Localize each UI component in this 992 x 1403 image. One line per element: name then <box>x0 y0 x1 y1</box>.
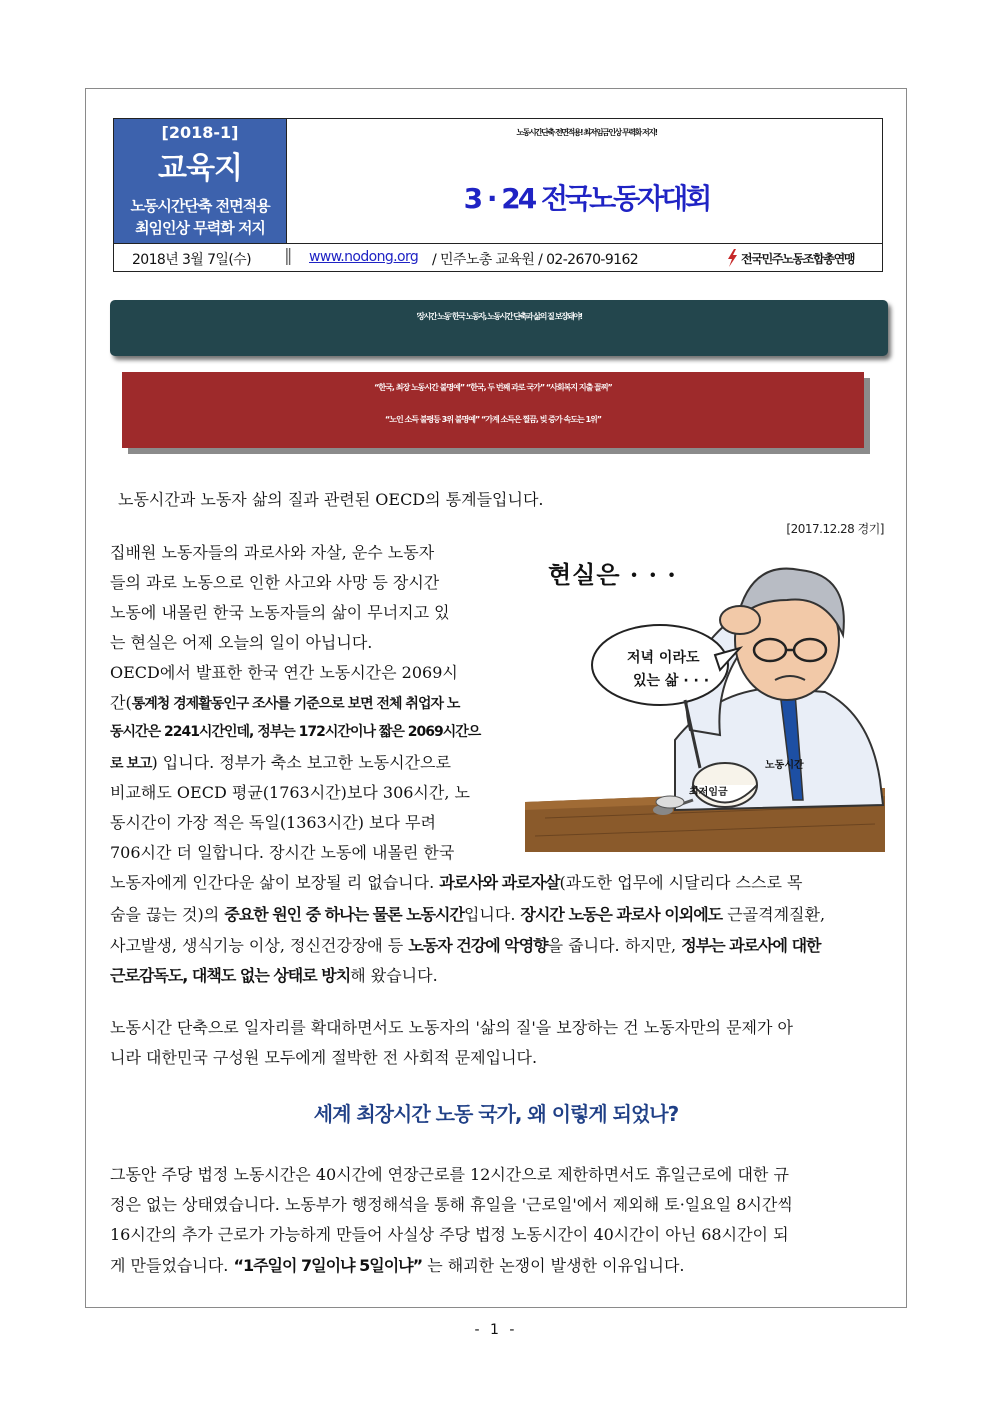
para2-line-9: 숨을 끊는 것)의 중요한 원인 중 하나는 물론 노동시간입니다. 장시간 노동은 과로사 이외에도 근골격계질환, <box>110 905 826 924</box>
cartoon-label-hours: 노동시간 <box>765 760 804 771</box>
para2-line-10: 사고발생, 생식기능 이상, 정신건강장애 등 노동자 건강에 악영향을 줍니다. 하지만, 정부는 과로사에 대한 <box>110 936 821 955</box>
contact-info: / 민주노총 교육원 / 02-2670-9162 <box>432 252 639 268</box>
issue-number: [2018-1] <box>161 123 239 142</box>
separator: ‖ <box>284 246 293 266</box>
masthead-main-title: 3 · 24 전국노동자대회 <box>463 182 710 215</box>
page-number: - 1 - <box>474 1322 518 1338</box>
para2-line-7: 706시간 더 일합니다. 장시간 노동에 내몰린 한국 <box>110 843 455 862</box>
masthead-subtitle: 노동시간단축 전면적용! 최저임금인상 무력화 저지! <box>516 128 657 137</box>
source-note: [2017.12.28 경기] <box>786 522 884 536</box>
badge-line-1: 노동시간단축 전면적용 <box>130 197 270 215</box>
para4-line-3: 16시간의 추가 근로가 가능하게 만들어 사실상 주당 법정 노동시간이 40시간이 아닌 68시간이 되 <box>110 1225 789 1244</box>
cartoon-caption: 현실은 · · · <box>548 560 677 589</box>
speech-bubble-line-2: 있는 삶 · · · <box>633 673 710 689</box>
badge-title: 교육지 <box>158 151 242 186</box>
issue-badge <box>114 119 287 243</box>
cartoon-label-wage: 최저임금 <box>689 787 728 798</box>
para1-line-2: 들의 과로 노동으로 인한 사고와 사망 등 장시간 <box>110 573 440 592</box>
para1-line-3: 노동에 내몰린 한국 노동자들의 삶이 무너지고 있 <box>110 603 450 622</box>
para2-line-6: 동시간이 가장 적은 독일(1363시간) 보다 무려 <box>110 813 436 832</box>
org-name: 전국민주노동조합총연맹 <box>741 252 855 266</box>
para1-line-4: 는 현실은 어제 오늘의 일이 아닙니다. <box>110 633 373 652</box>
para2-line-8: 노동자에게 인간다운 삶이 보장될 리 없습니다. 과로사와 과로자살(과도한 업무에 시달리다 스스로 목 <box>110 873 803 892</box>
masthead <box>113 118 883 272</box>
para2-line-3: 동시간은 2241시간인데, 정부는 172시간이나 짧은 2069시간으 <box>110 724 481 740</box>
kctu-logo-icon <box>726 249 738 267</box>
quote-banner <box>122 372 864 448</box>
article-title: '장시간 노동' 한국 노동자, 노동시간 단축과 삶의 질 보장돼야! <box>416 312 582 321</box>
para3-line-1: 노동시간 단축으로 일자리를 확대하면서도 노동자의 '삶의 질'을 보장하는 건 노동자만의 문제가 아 <box>110 1018 793 1037</box>
para2-line-2: 간(통계청 경제활동인구 조사를 기준으로 보면 전체 취업자 노 <box>110 693 460 712</box>
quote-line-1: “한국, 최장 노동시간 불명예” “한국, 두 번째 과로 국가” “사회복지 지출 꼴찌” <box>374 383 612 392</box>
para4-line-4: 게 만들었습니다. “1주일이 7일이냐 5일이냐” 는 해괴한 논쟁이 발생한 이유입니다. <box>110 1256 685 1275</box>
quote-line-2: “노인 소득 불평등 3위 불명예” “가계 소득은 찔끔, 빚 증가 속도는 1위” <box>384 415 602 424</box>
website-link[interactable]: www.nodong.org <box>309 249 419 265</box>
section-heading: 세계 최장시간 노동 국가, 왜 이렇게 되었나? <box>313 1102 679 1126</box>
para2-line-5: 비교해도 OECD 평균(1763시간)보다 306시간, 노 <box>110 783 470 802</box>
para2-line-4: 로 보고) 입니다. 정부가 축소 보고한 노동시간으로 <box>110 753 451 772</box>
para2-line-11: 근로감독도, 대책도 없는 상태로 방치해 왔습니다. <box>110 966 438 985</box>
title-banner <box>110 300 888 356</box>
para2-line-1: OECD에서 발표한 한국 연간 노동시간은 2069시 <box>110 663 458 682</box>
intro-text: 노동시간과 노동자 삶의 질과 관련된 OECD의 통계들입니다. <box>118 490 544 509</box>
speech-bubble-line-1: 저녁 이라도 <box>627 650 700 666</box>
issue-date: 2018년 3월 7일(수) <box>132 252 251 268</box>
para1-line-1: 집배원 노동자들의 과로사와 자살, 운수 노동자 <box>110 543 435 562</box>
para4-line-2: 정은 없는 상태였습니다. 노동부가 행정해석을 통해 휴일을 '근로일'에서 제외해 토·일요일 8시간씩 <box>110 1195 793 1214</box>
para3-line-2: 니라 대한민국 구성원 모두에게 절박한 전 사회적 문제입니다. <box>110 1048 538 1067</box>
para4-line-1: 그동안 주당 법정 노동시간은 40시간에 연장근로를 12시간으로 제한하면서도 휴일근로에 대한 규 <box>110 1165 789 1184</box>
badge-line-2: 최임인상 무력화 저지 <box>135 219 265 237</box>
masthead-info-bar <box>114 243 882 272</box>
